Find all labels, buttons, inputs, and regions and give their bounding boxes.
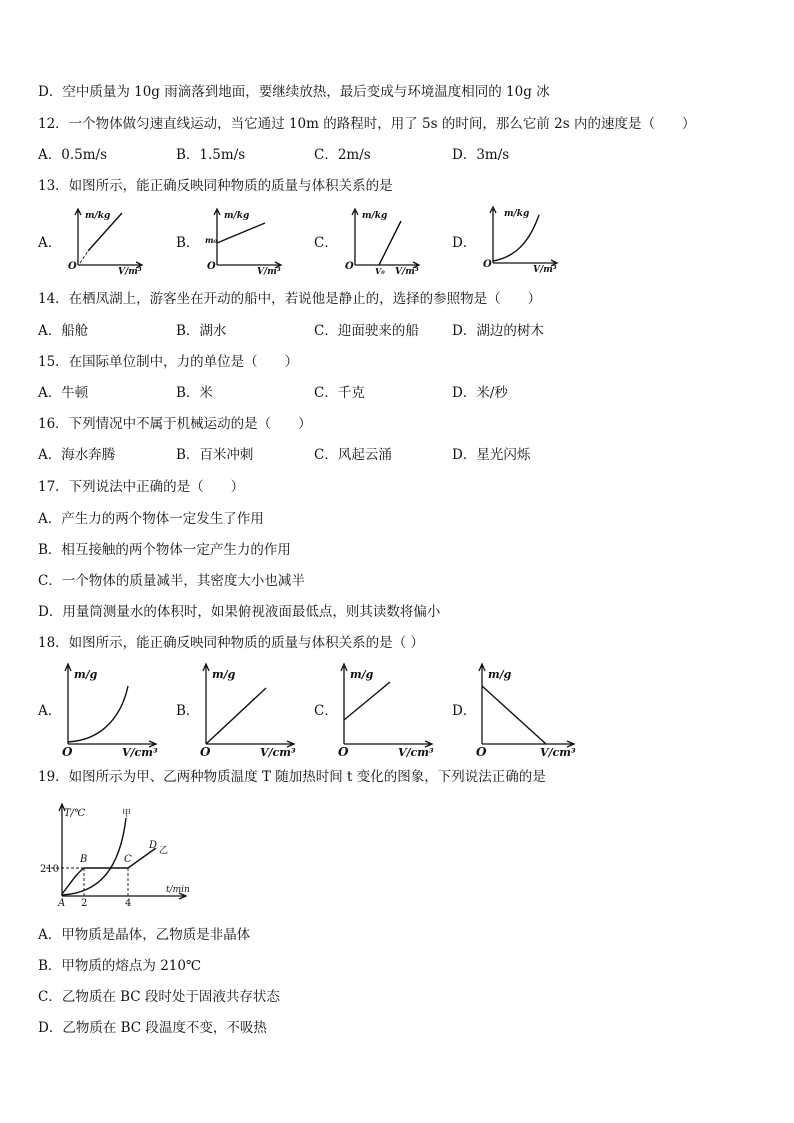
q13-label-c: C． (314, 235, 338, 251)
q18d-xlabel: V/cm³ (540, 746, 576, 759)
q19-option-d: D．乙物质在 BC 段温度不变，不吸热 (38, 1020, 267, 1036)
q18b-origin: O (200, 745, 211, 759)
q17-option-a: A．产生力的两个物体一定发生了作用 (38, 511, 264, 527)
q18c-origin: O (338, 745, 349, 759)
q15-stem: 15．在国际单位制中，力的单位是（ ） (38, 354, 299, 370)
q13c-ylabel: m/kg (362, 211, 388, 221)
q12-option-c: C．2m/s (314, 147, 371, 163)
q18-graph-b (198, 660, 298, 758)
q19-point-a: A (58, 898, 66, 909)
q18b-ylabel: m/g (212, 668, 236, 681)
q13a-origin: O (68, 261, 77, 272)
q19-xlabel: t/min (166, 885, 190, 895)
q19-curve-jia: 甲 (122, 809, 132, 819)
q13-label-b: B． (176, 235, 200, 251)
q17-option-d: D．用量筒测量水的体积时，如果俯视液面最低点，则其读数将偏小 (38, 604, 441, 620)
q18c-xlabel: V/cm³ (398, 746, 434, 759)
q12-option-b: B．1.5m/s (176, 147, 246, 163)
q16-option-b: B．百米冲刺 (176, 447, 254, 463)
q13b-xlabel: V/m³ (257, 267, 281, 277)
q13a-xlabel: V/m³ (118, 267, 142, 277)
q13c-v0: V₀ (375, 266, 385, 276)
q18-label-c: C． (314, 703, 338, 719)
q18-graph-c (336, 660, 436, 758)
q16-option-d: D．星光闪烁 (452, 447, 531, 463)
q12-option-d: D．3m/s (452, 147, 510, 163)
q18-graph-a (60, 660, 160, 758)
q19-option-a: A．甲物质是晶体，乙物质是非晶体 (38, 927, 251, 943)
q13d-xlabel: V/m³ (533, 265, 557, 275)
q16-option-a: A．海水奔腾 (38, 447, 116, 463)
q13-graph-a (66, 205, 146, 277)
q14-option-d: D．湖边的树木 (452, 323, 544, 339)
q19-option-b: B．甲物质的熔点为 210℃ (38, 958, 202, 974)
q13b-origin: O (207, 261, 216, 272)
q18-graph-d (474, 660, 584, 758)
q18-label-d: D． (452, 703, 477, 719)
q18d-ylabel: m/g (488, 668, 512, 681)
q15-option-b: B．米 (176, 385, 213, 401)
q17-option-b: B．相互接触的两个物体一定产生力的作用 (38, 542, 291, 558)
q18-label-b: B． (176, 703, 200, 719)
q18d-origin: O (476, 745, 487, 759)
q13b-m0: m₀ (205, 235, 217, 245)
q13-graph-b (205, 205, 285, 277)
q13-label-a: A． (38, 235, 62, 251)
q18-label-a: A． (38, 703, 62, 719)
q13b-ylabel: m/kg (224, 211, 250, 221)
q19-x-tick-4: 4 (125, 898, 132, 909)
q18a-ylabel: m/g (74, 668, 98, 681)
q17-stem: 17．下列说法中正确的是（ ） (38, 479, 245, 495)
q14-option-c: C．迎面驶来的船 (314, 323, 419, 339)
q19-point-d: D (149, 840, 158, 851)
q18a-origin: O (62, 745, 73, 759)
q13c-origin: O (345, 261, 354, 272)
q14-option-b: B．湖水 (176, 323, 227, 339)
q15-option-a: A．牛顿 (38, 385, 89, 401)
q19-x-tick-2: 2 (81, 898, 88, 909)
q13d-ylabel: m/kg (504, 209, 530, 219)
q11-option-d: D．空中质量为 10g 雨滴落到地面，要继续放热，最后变成与环境温度相同的 10g 冰 (38, 84, 550, 100)
q14-option-a: A．船舱 (38, 323, 89, 339)
q19-ylabel: T/℃ (64, 808, 86, 819)
q18c-ylabel: m/g (350, 668, 374, 681)
q19-option-c: C．乙物质在 BC 段时处于固液共存状态 (38, 989, 280, 1005)
q13c-xlabel: V/m³ (395, 267, 419, 277)
q15-option-c: C．千克 (314, 385, 365, 401)
q19-point-c: C (124, 854, 132, 865)
q16-option-c: C．风起云涌 (314, 447, 392, 463)
q19-graph (38, 798, 208, 910)
q17-option-c: C．一个物体的质量减半，其密度大小也减半 (38, 573, 305, 589)
q12-option-a: A．0.5m/s (38, 147, 107, 163)
q19-curve-yi: 乙 (159, 846, 169, 856)
q13-label-d: D． (452, 235, 477, 251)
q18-stem: 18．如图所示，能正确反映同种物质的质量与体积关系的是（ ） (38, 635, 424, 651)
q19-stem: 19．如图所示为甲、乙两种物质温度 T 随加热时间 t 变化的图象，下列说法正确的是 (38, 769, 546, 785)
q12-stem: 12．一个物体做匀速直线运动，当它通过 10m 的路程时，用了 5s 的时间，那么它前 2s 内的速度是（ ） (38, 116, 696, 132)
q13-graph-c (343, 205, 423, 277)
q13-stem: 13．如图所示，能正确反映同种物质的质量与体积关系的是 (38, 178, 393, 194)
q13a-ylabel: m/kg (85, 211, 111, 221)
q19-point-b: B (80, 854, 88, 865)
q13d-origin: O (483, 259, 492, 270)
q16-stem: 16．下列情况中不属于机械运动的是（ ） (38, 416, 312, 432)
q14-stem: 14．在栖凤湖上，游客坐在开动的船中，若说他是静止的，选择的参照物是（ ） (38, 291, 542, 307)
q19-y-tick-210: 210 (40, 864, 60, 875)
q18a-xlabel: V/cm³ (122, 746, 158, 759)
q15-option-d: D．米/秒 (452, 385, 508, 401)
q18b-xlabel: V/cm³ (260, 746, 296, 759)
q13-graph-d (481, 203, 561, 275)
